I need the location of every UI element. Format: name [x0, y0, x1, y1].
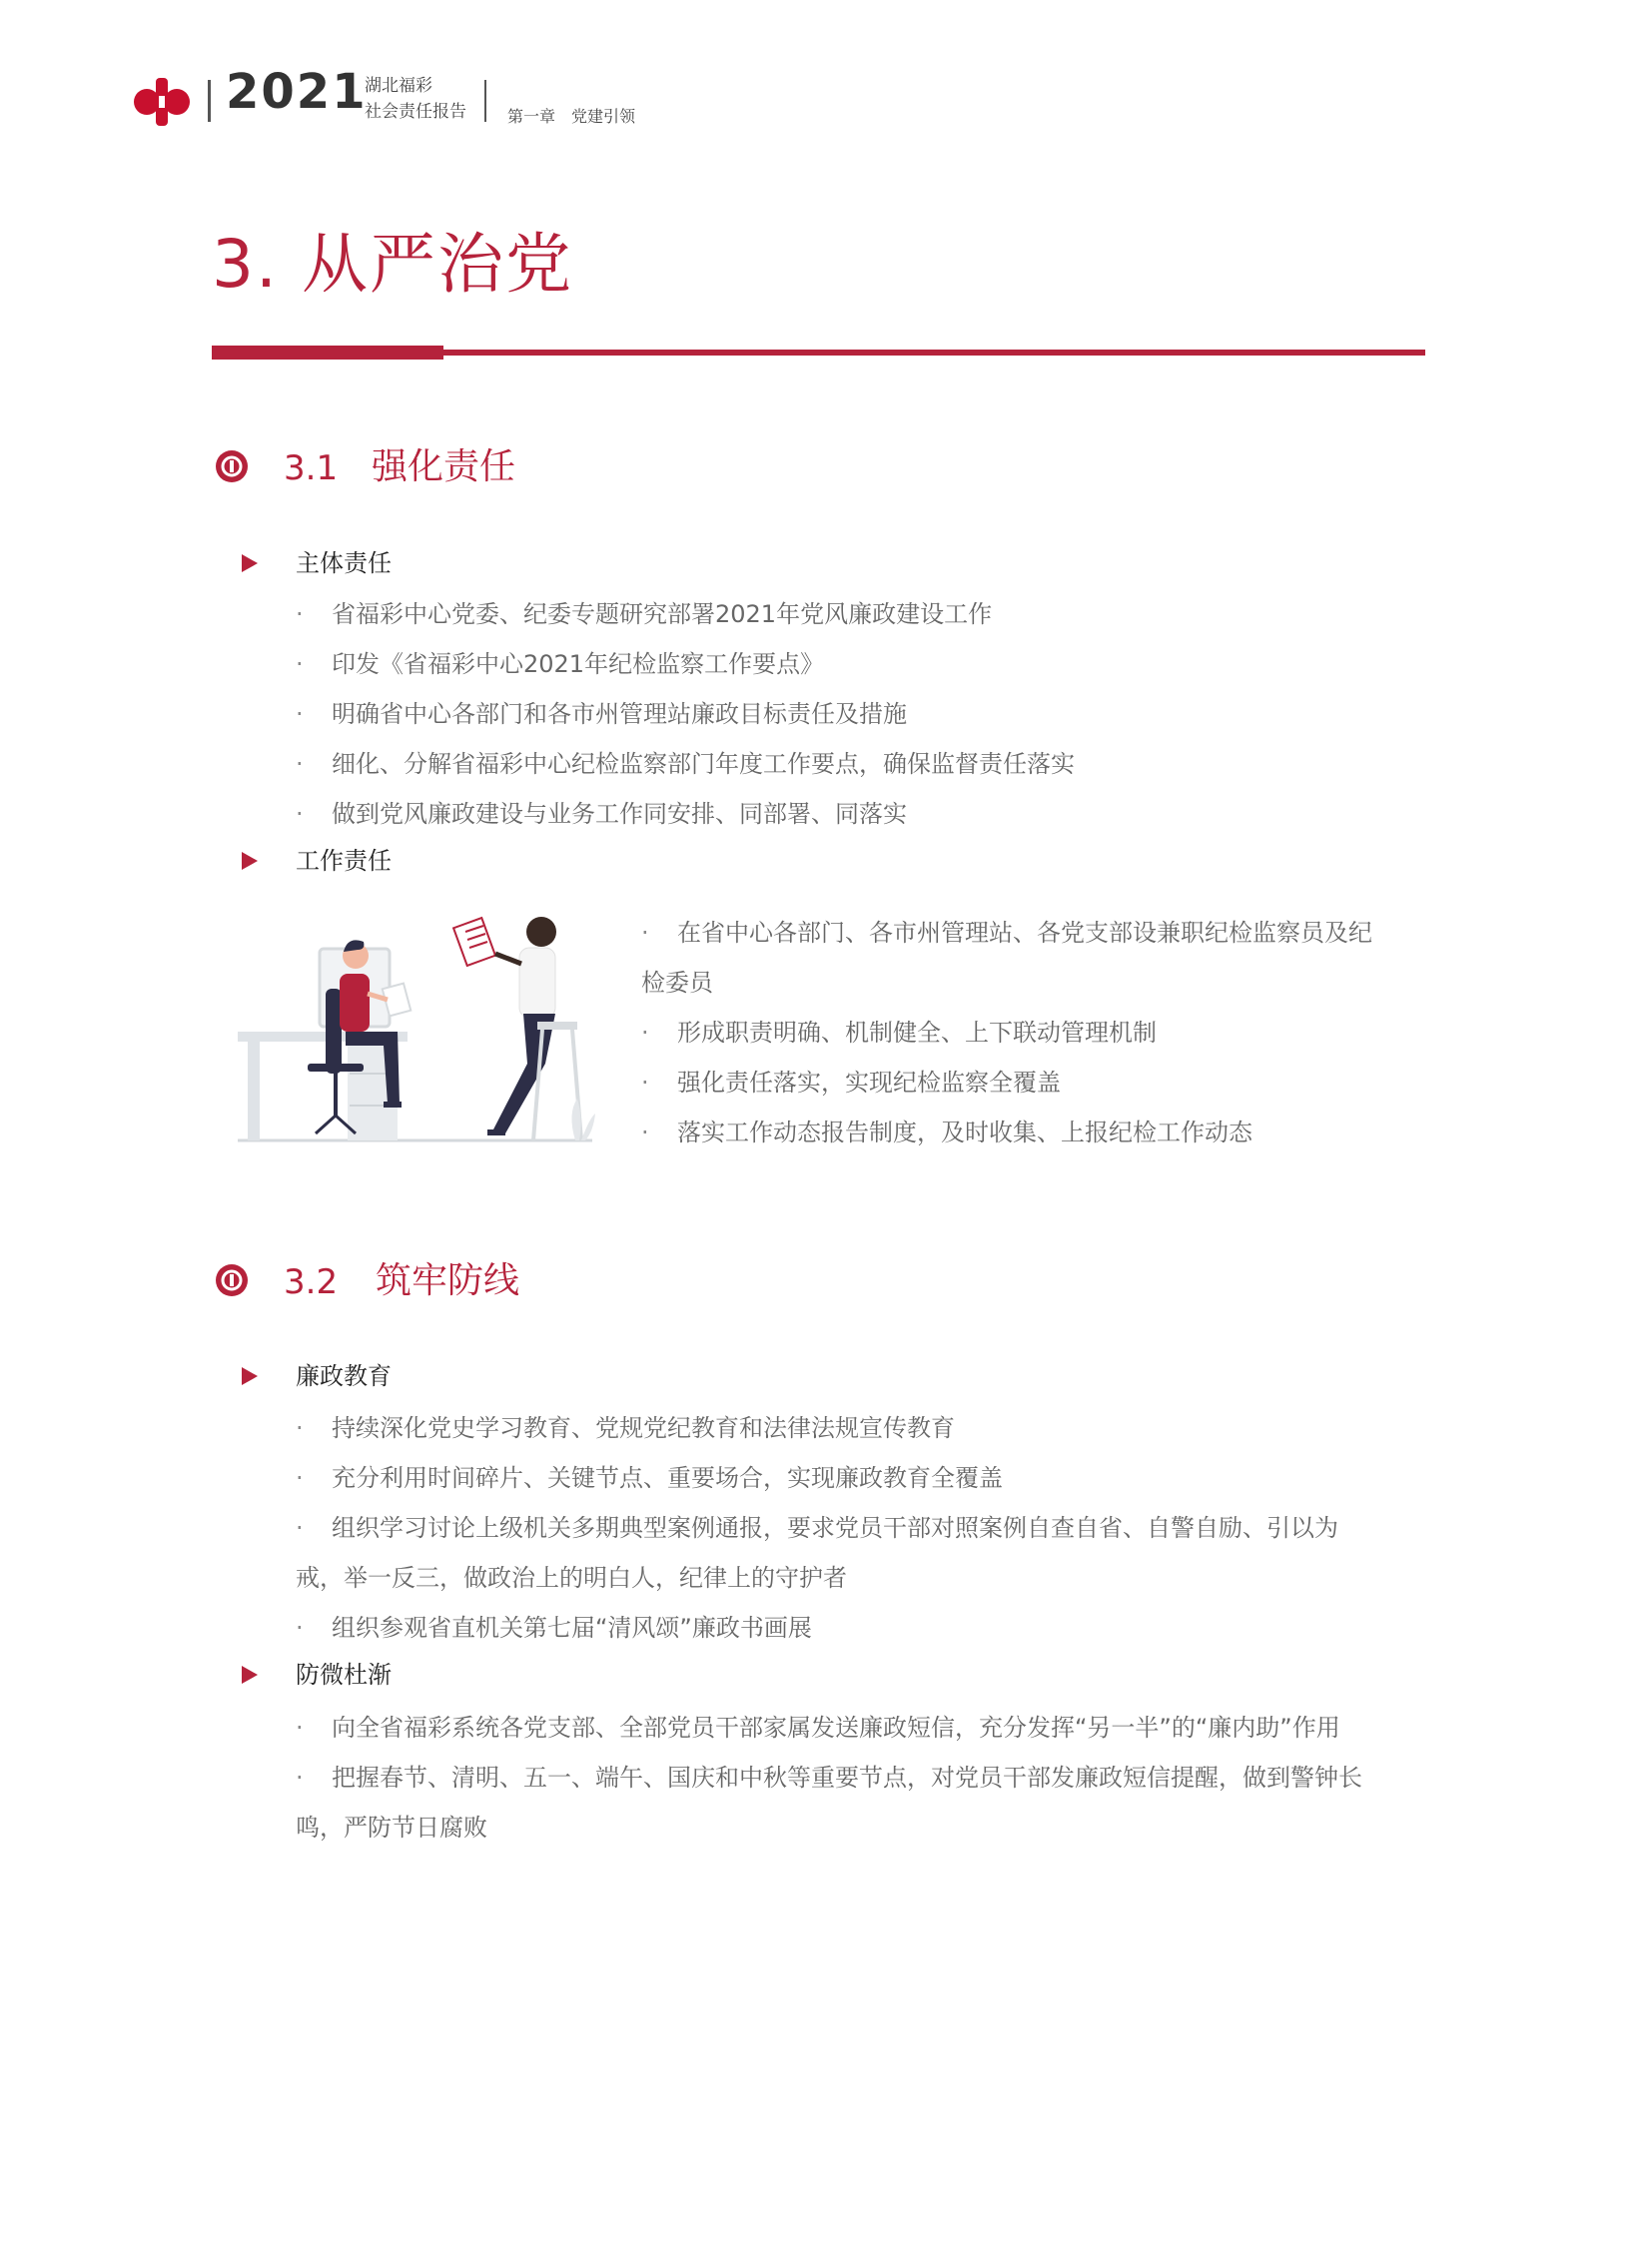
subhead-label: 防微杜渐 [296, 1661, 392, 1689]
subhead-arrow-icon [242, 1367, 258, 1385]
list-item: 明确省中心各部门和各市州管理站廉政目标责任及措施 [332, 700, 907, 728]
bullet-dot: · [641, 1019, 649, 1047]
section-title: 强化责任 [372, 446, 516, 487]
subhead-arrow-icon [242, 554, 258, 572]
list-item: 向全省福彩系统各党支部、全部党员干部家属发送廉政短信，充分发挥“另一半”的“廉内助”作用 [332, 1714, 1340, 1742]
list-item: 在省中心各部门、各市州管理站、各党支部设兼职纪检监察员及纪 [677, 919, 1372, 947]
chapter-label: 第一章 党建引领 [507, 107, 636, 126]
subhead-label: 廉政教育 [296, 1362, 392, 1390]
bullet-dot: · [641, 1069, 649, 1097]
section-bullet-icon [215, 449, 249, 483]
list-item: 组织参观省直机关第七届“清风颂”廉政书画展 [332, 1614, 812, 1642]
report-year: 2021 [226, 64, 368, 120]
header-divider [208, 80, 211, 122]
bullet-dot: · [296, 600, 304, 628]
bullet-dot: · [296, 1414, 304, 1442]
bullet-dot: · [296, 750, 304, 778]
bullet-dot: · [296, 1764, 304, 1792]
section-bullet-icon [215, 1263, 249, 1297]
bullet-dot: · [296, 650, 304, 678]
bullet-dot: · [641, 1119, 649, 1146]
list-item: 形成职责明确、机制健全、上下联动管理机制 [677, 1019, 1157, 1047]
header-divider [484, 80, 486, 122]
list-item: 组织学习讨论上级机关多期典型案例通报，要求党员干部对照案例自查自省、自警自励、引以为 [332, 1514, 1338, 1542]
bullet-dot: · [296, 1614, 304, 1642]
list-item: 细化、分解省福彩中心纪检监察部门年度工作要点，确保监督责任落实 [332, 750, 1075, 778]
title-underline-accent [212, 346, 443, 360]
bullet-dot: · [296, 1464, 304, 1492]
section-title: 筑牢防线 [376, 1260, 520, 1301]
list-item: 把握春节、清明、五一、端午、国庆和中秋等重要节点，对党员干部发廉政短信提醒，做到警钟长 [332, 1764, 1362, 1792]
list-item: 强化责任落实，实现纪检监察全覆盖 [677, 1069, 1061, 1097]
subhead-arrow-icon [242, 852, 258, 870]
section-number: 3.2 [284, 1262, 339, 1302]
list-item: 落实工作动态报告制度，及时收集、上报纪检工作动态 [677, 1119, 1252, 1146]
bullet-dot: · [296, 1514, 304, 1542]
bullet-dot: · [641, 919, 649, 947]
subhead-label: 工作责任 [296, 847, 392, 875]
header-report-name: 社会责任报告 [365, 102, 466, 122]
list-item: 印发《省福彩中心2021年纪检监察工作要点》 [332, 650, 825, 678]
list-item-continued: 戒，举一反三，做政治上的明白人，纪律上的守护者 [296, 1564, 847, 1592]
lottery-logo-icon [132, 72, 192, 132]
bullet-dot: · [296, 700, 304, 728]
list-item-continued: 检委员 [641, 969, 713, 997]
page-title: 3. 从严治党 [212, 226, 573, 303]
subhead-arrow-icon [242, 1666, 258, 1684]
list-item: 做到党风廉政建设与业务工作同安排、同部署、同落实 [332, 800, 907, 828]
office-illustration [238, 904, 597, 1148]
list-item: 充分利用时间碎片、关键节点、重要场合，实现廉政教育全覆盖 [332, 1464, 1003, 1492]
bullet-dot: · [296, 1714, 304, 1742]
bullet-dot: · [296, 800, 304, 828]
list-item: 持续深化党史学习教育、党规党纪教育和法律法规宣传教育 [332, 1414, 955, 1442]
list-item: 省福彩中心党委、纪委专题研究部署2021年党风廉政建设工作 [332, 600, 993, 628]
section-number: 3.1 [284, 448, 339, 488]
list-item-continued: 鸣，严防节日腐败 [296, 1814, 487, 1842]
header-org: 湖北福彩 [365, 76, 432, 96]
subhead-label: 主体责任 [296, 549, 392, 577]
